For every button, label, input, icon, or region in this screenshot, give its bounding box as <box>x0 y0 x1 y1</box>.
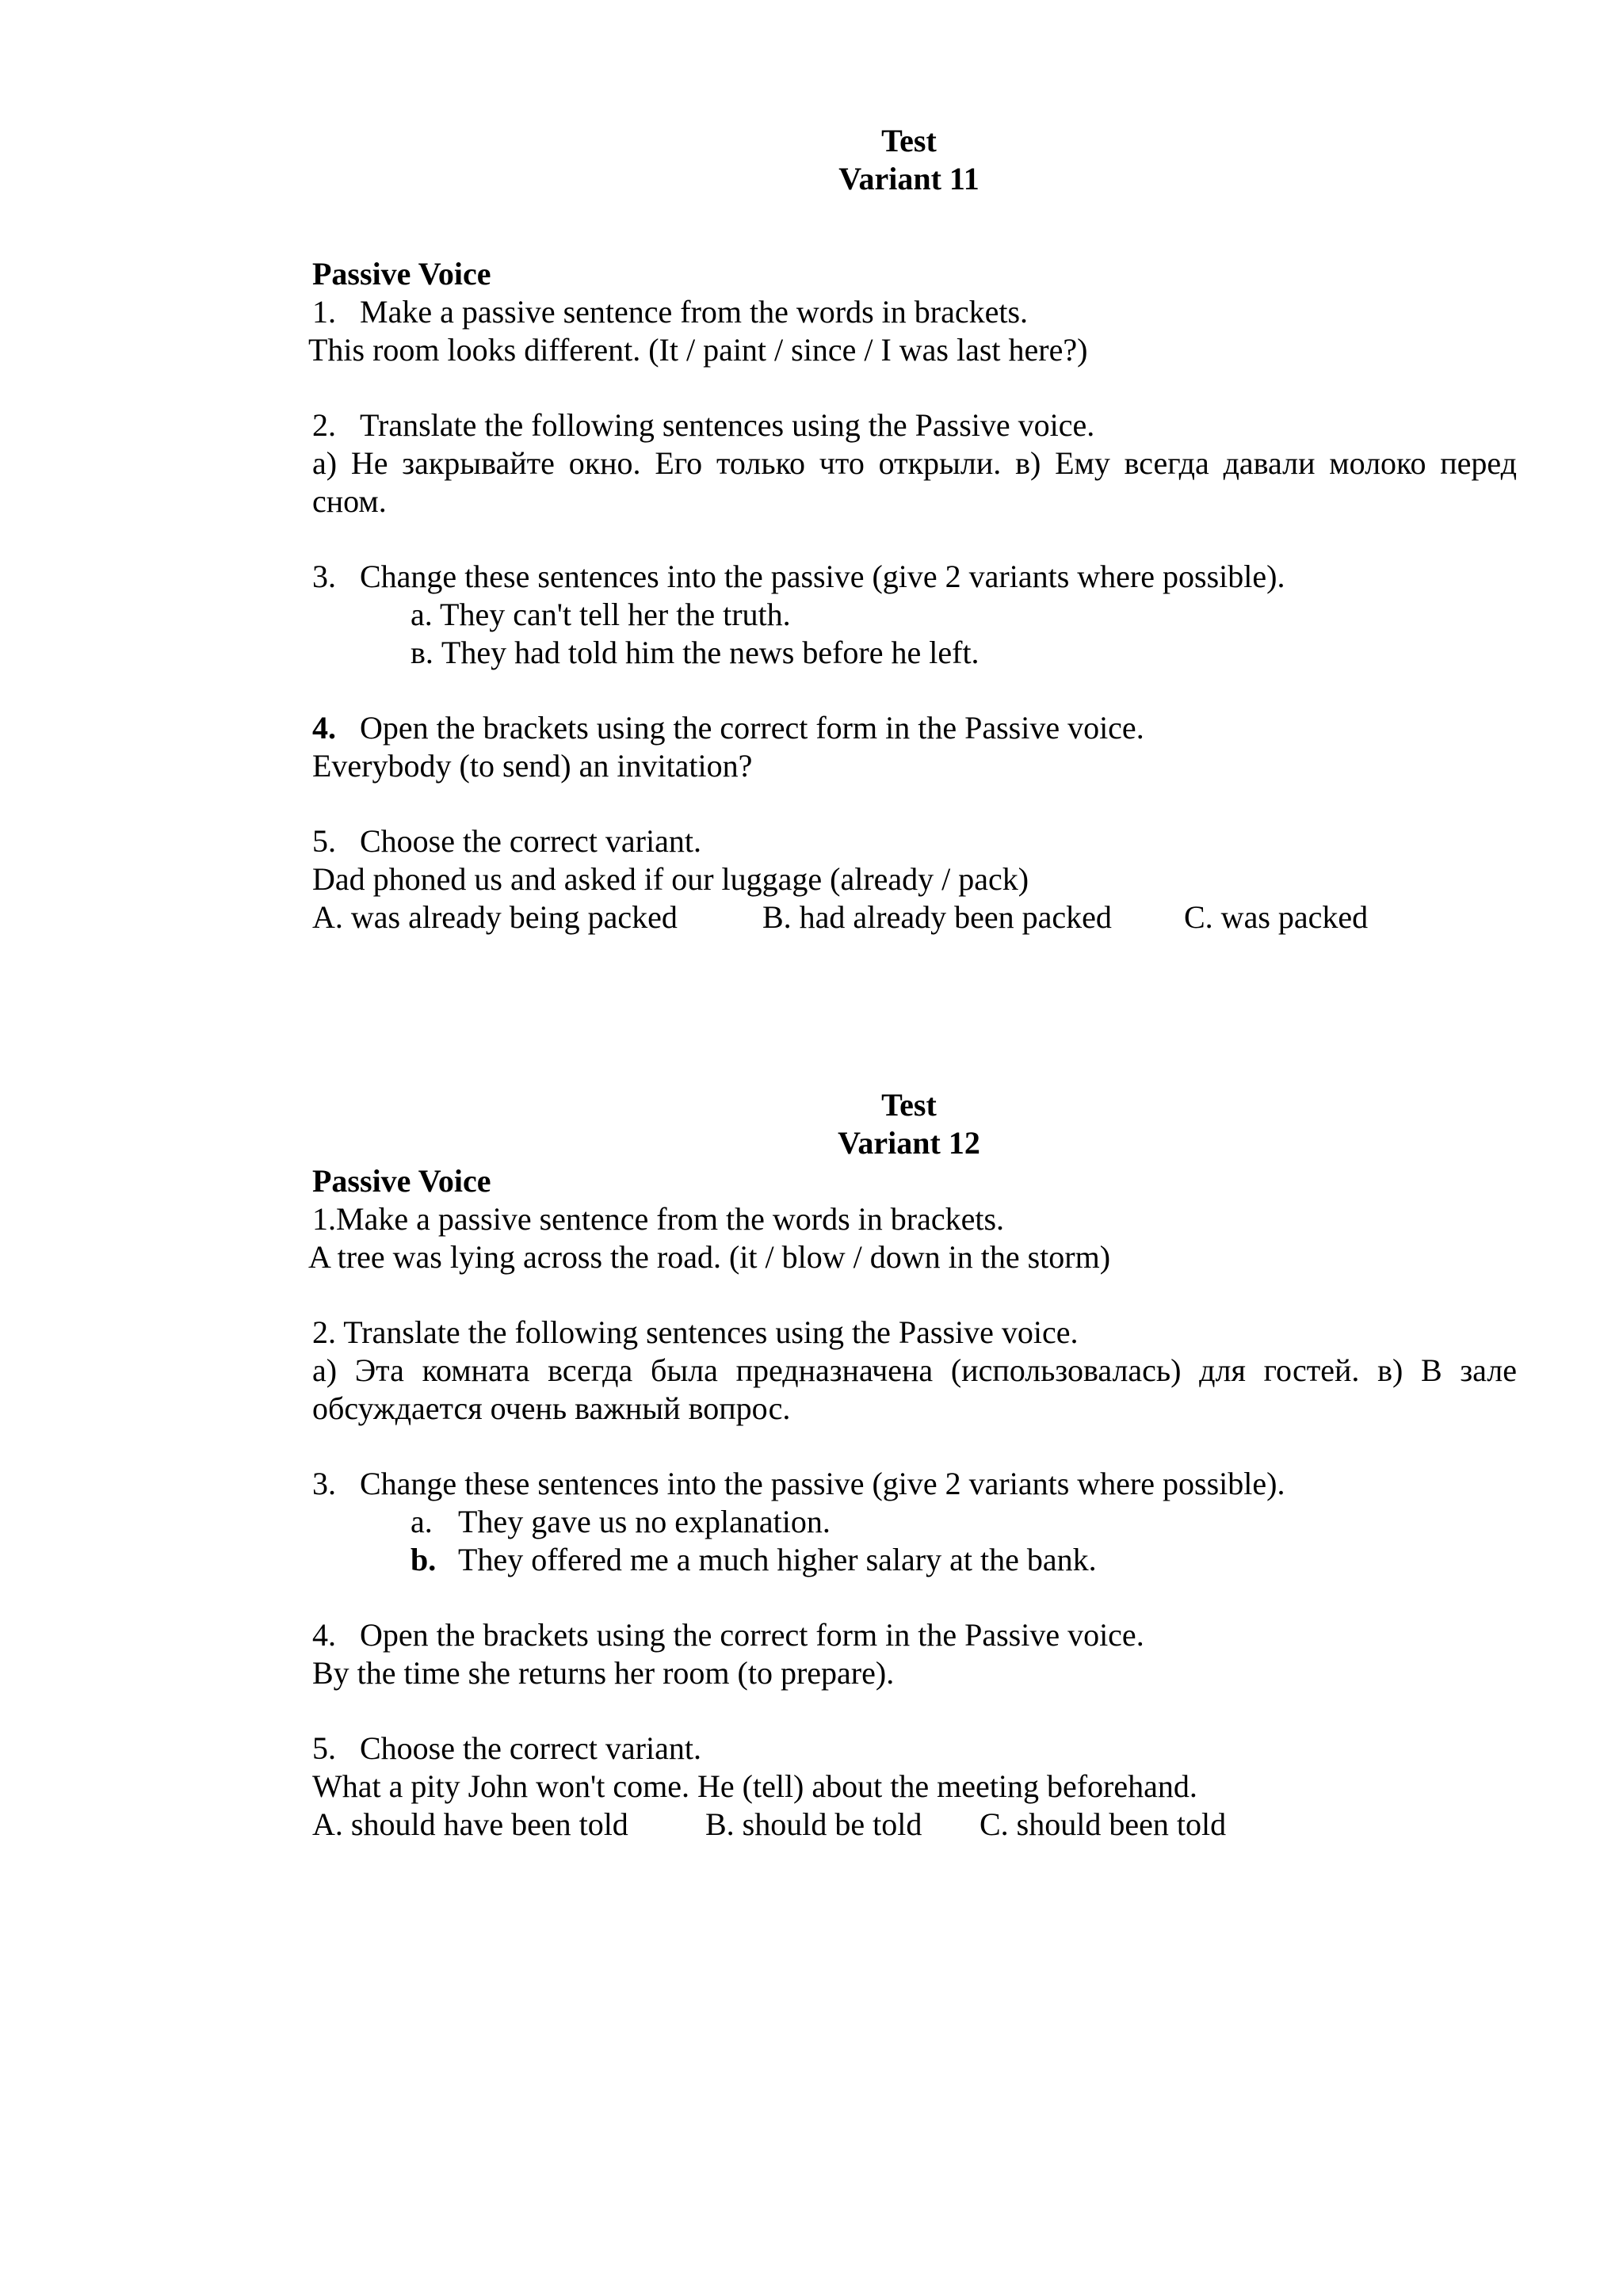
v12-q3-item-b-marker: b. <box>411 1542 437 1577</box>
v11-q3-prompt <box>312 558 1285 596</box>
v11-q1-body: This room looks different. (It / paint / since / I was last here?) <box>308 332 1088 368</box>
v12-q4-body: By the time she returns her room (to prepare). <box>312 1655 895 1691</box>
v12-q5-number: 5. <box>312 1730 336 1766</box>
v12-q3-text: Change these sentences into the passive (give 2 variants where possible). <box>360 1466 1285 1501</box>
v12-q5-text: Choose the correct variant. <box>360 1730 701 1766</box>
v12-section-heading: Passive Voice <box>312 1163 491 1199</box>
v12-q4-prompt <box>312 1616 1144 1654</box>
v12-variant-heading: Variant 12 <box>838 1125 980 1161</box>
v11-q2-line1: а) Не закрывайте окно. Его только что открыли. в) Ему всегда давали молоко перед <box>312 445 1517 481</box>
v11-q3-item-b: в. They had told him the news before he left. <box>411 635 980 670</box>
v11-q5-prompt <box>312 822 701 860</box>
v12-q5-option-c: C. should been told <box>980 1806 1227 1842</box>
v12-q2-line1: а) Эта комната всегда была предназначена (использовалась) для гостей. в) В зале <box>312 1352 1517 1388</box>
v11-q4-prompt <box>312 709 1144 747</box>
v11-q5-option-c: C. was packed <box>1184 899 1369 935</box>
v12-q3-item-a <box>411 1503 831 1541</box>
v12-q2-prompt: 2. Translate the following sentences using the Passive voice. <box>312 1314 1079 1350</box>
v11-q1-number: 1. <box>312 294 336 330</box>
v11-q3-number: 3. <box>312 559 336 594</box>
v12-q1-prompt: 1.Make a passive sentence from the words in brackets. <box>312 1201 1005 1237</box>
v11-q5-option-b: B. had already been packed <box>762 899 1112 935</box>
v12-q3-number: 3. <box>312 1466 336 1501</box>
v12-q5-prompt <box>312 1730 701 1768</box>
v11-q2-number: 2. <box>312 407 336 443</box>
v11-q2-prompt <box>312 406 1094 444</box>
v11-q5-number: 5. <box>312 823 336 859</box>
v11-q2-text: Translate the following sentences using the Passive voice. <box>360 407 1095 443</box>
v12-q3-prompt <box>312 1465 1285 1503</box>
v11-section-heading: Passive Voice <box>312 256 491 292</box>
v11-variant-heading: Variant 11 <box>838 161 980 196</box>
v11-q1-prompt <box>312 293 1028 331</box>
v11-q3-item-a: a. They can't tell her the truth. <box>411 597 791 632</box>
v11-q4-body: Everybody (to send) an invitation? <box>312 748 753 784</box>
v12-q3-item-b-text: They offered me a much higher salary at the bank. <box>458 1542 1097 1577</box>
v11-title: Test <box>881 123 937 158</box>
v11-q5-option-a: A. was already being packed <box>312 899 678 935</box>
v11-q5-text: Choose the correct variant. <box>360 823 701 859</box>
v11-q3-text: Change these sentences into the passive (give 2 variants where possible). <box>360 559 1285 594</box>
v12-q3-item-a-text: They gave us no explanation. <box>458 1504 831 1539</box>
v12-q5-body: What a pity John won't come. He (tell) about the meeting beforehand. <box>312 1768 1197 1804</box>
v12-q5-option-a: A. should have been told <box>312 1806 628 1842</box>
v11-q2-line2: сном. <box>312 483 387 519</box>
v12-q2-line2: обсуждается очень важный вопрос. <box>312 1390 791 1426</box>
v12-q5-option-b: B. should be told <box>705 1806 922 1842</box>
v12-title: Test <box>881 1087 937 1123</box>
v12-q4-number: 4. <box>312 1617 336 1653</box>
v12-q3-item-b <box>411 1541 1097 1579</box>
v11-q1-text: Make a passive sentence from the words in brackets. <box>360 294 1029 330</box>
v11-q4-text: Open the brackets using the correct form in the Passive voice. <box>360 710 1144 746</box>
v11-q4-number: 4. <box>312 710 336 746</box>
v12-q3-item-a-marker: a. <box>411 1504 433 1539</box>
v12-q4-text: Open the brackets using the correct form in the Passive voice. <box>360 1617 1144 1653</box>
v12-q1-body: A tree was lying across the road. (it / blow / down in the storm) <box>308 1239 1111 1275</box>
v11-q5-body: Dad phoned us and asked if our luggage (already / pack) <box>312 861 1029 897</box>
